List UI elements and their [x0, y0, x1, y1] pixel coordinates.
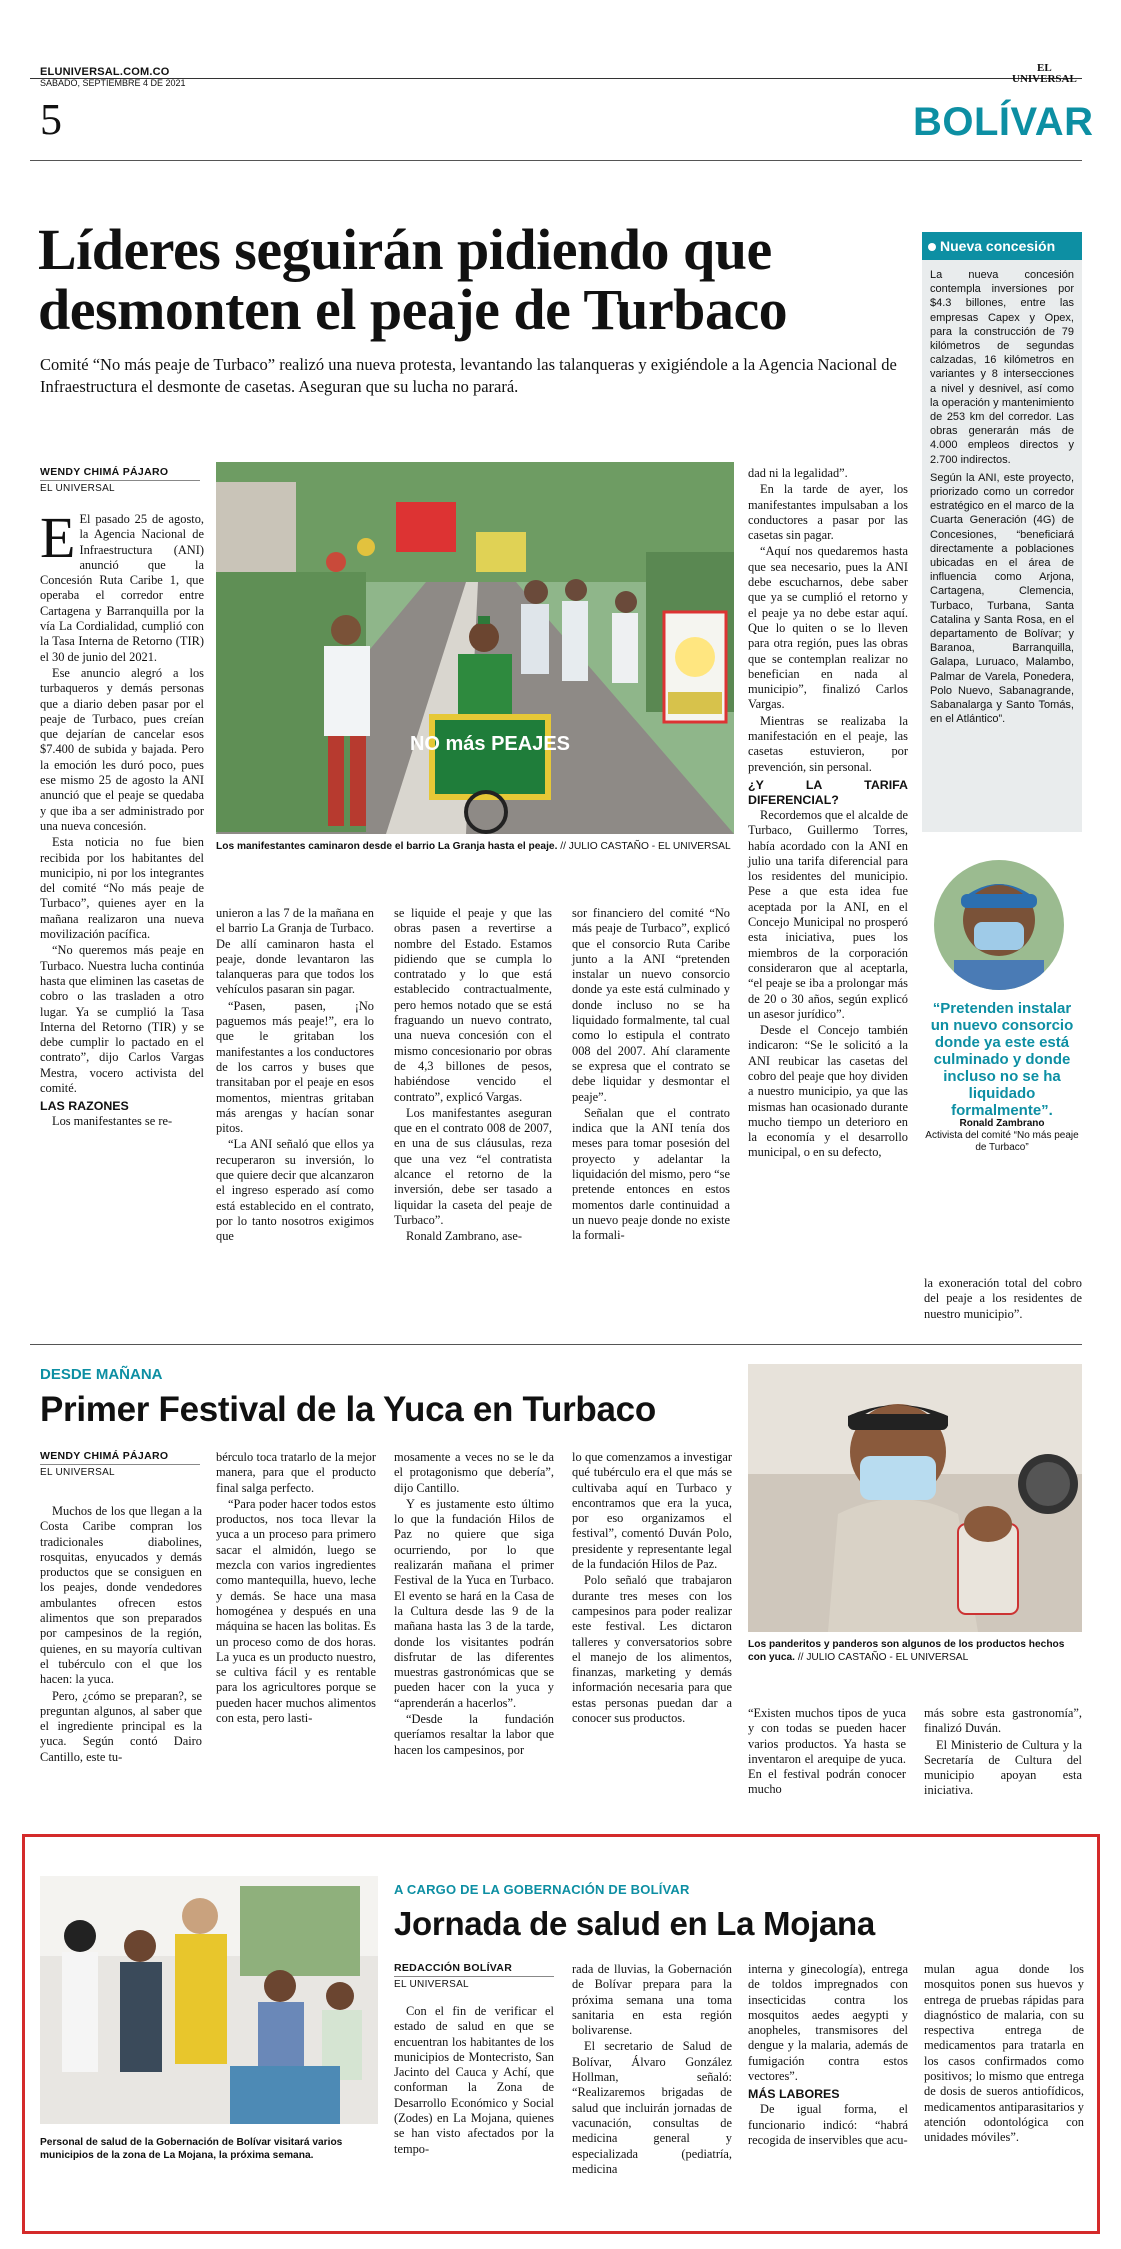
bullet-icon: [928, 243, 936, 251]
sidebar-text: La nueva concesión contempla inversiones por $4.3 billones, entre las empresas Capex y Opex, para la construcción de 79 kilómetros de segundas calzadas, 16 kilómetros en variantes y 8 intersecciones a nivel y desnivel, así como la operación y mantenimiento de 253 km del corredor. Las obras generarán más de 4.000 empleos directos y 2.700 indirectos. Según la ANI, este proyecto, priorizado como un corredor estratégico en el marco de la Cuarta Generación (4G) de Concesiones, “beneficiará directamente a poblaciones ubicadas en el área de influencia como Arjona, Cartagena, Clemencia, Turbaco, Turbana, Santa Catalina y Santa Rosa, en el departamento de Bolívar; y Baranoa, Barranquilla, Galapa, Luruaco, Malambo, Palmar de Varela, Ponedera, Polo Nuevo, Sabanagrande, Sabanalarga y Santo Tomás, en el Atlántico”.: [930, 269, 1074, 726]
article3-headline: Jornada de salud en La Mojana: [394, 1905, 875, 1942]
article1-column-2: unieron a las 7 de la mañana en el barrio La Granja de Turbaco. De allí caminaron hasta el peaje, donde levantaron las talanqueras para que todos los vehículos pasaran sin pagar. “Pasen, pasen, ¡No paguemos más peaje!”, era lo que le gritaban los manifestantes a los conductores de los carros y buses que transitaban por el peaje en esos momentos, mientras gritaban más arengas y hacían sonar pitos. “La ANI señaló que ellos ya recuperaron su inversión, lo que quiere decir que alcanzaron el ingreso esperado así como está establecido en el contrato, por lo tanto nosotros exigimos que: [216, 906, 374, 1244]
article1-headline: Líderes seguirán pidiendo que desmonten el peaje de Turbaco: [38, 217, 788, 342]
protest-photo: [216, 462, 734, 834]
article3-kicker: A CARGO DE LA GOBERNACIÓN DE BOLÍVAR: [394, 1882, 690, 1897]
site-url: ELUNIVERSAL.COM.CO SÁBADO, SEPTIEMBRE 4 DE 2021: [40, 66, 186, 88]
article3-column-2: rada de lluvias, la Gobernación de Bolívar prepara para la próxima semana una toma sanitaria en esta región bolivarense. El secretario de Salud de Bolívar, Álvaro González Hollman, señaló: “Realizaremos brigadas de salud que incluirán jornadas de vacunación, consultas de medicina general y especializada (pediatría, medicina: [572, 1962, 732, 2176]
issue-date: SÁBADO, SEPTIEMBRE 4 DE 2021: [40, 78, 186, 88]
quote-attribution: Ronald Zambrano Activista del comité “No más peaje de Turbaco”: [925, 1118, 1079, 1153]
yuca-vendor-photo: [748, 1364, 1082, 1632]
article2-column-4: lo que comenzamos a investigar qué tubérculo era el que más se cultivaba aquí en Turbaco y encontramos que era la yuca, por eso organizamos el festival”, comentó Duván Polo, presidente y representante legal de la fundación Hilos de Paz. Polo señaló que trabajaron durante tres meses con los campesinos para poder realizar este festival. Les dictaron talleres y conversatorios sobre el manejo de los alimentos, finanzas, marketing y demás información necesaria para que estas personas puedan dar a conocer sus productos.: [572, 1450, 732, 1726]
article2-byline: WENDY CHIMÁ PÁJARO EL UNIVERSAL: [40, 1450, 200, 1478]
article2-column-3: mosamente a veces no se le da el protagonismo que debería”, dijo Cantillo. Y es justamente esto último lo que la fundación Hilos de Paz no quiere que siga ocurriendo, por lo que realizarán mañana el primer Festival de la Yuca en Turbaco. El evento se hará en la Casa de la Cultura desde las 9 de la mañana hasta las 3 de la tarde, donde los visitantes podrán disfrutar de las diferentes muestras gastronómicas que se pueden hacer con la yuca y “aprenderán a hacerlos”. “Desde la fundación queríamos resaltar la labor que hacen los campesinos, por: [394, 1450, 554, 1757]
article2-kicker: DESDE MAÑANA: [40, 1366, 163, 1383]
article2-column-5: “Existen muchos tipos de yuca y con todas se pueden hacer varios productos. Ya hasta se inventaron el arequipe de yuca. En el festival podrán conocer mucho: [748, 1706, 906, 1797]
zambrano-portrait: [934, 860, 1064, 990]
pull-quote: “Pretenden instalar un nuevo consorcio donde ya este está culminado y donde incluso no se ha liquidado formalmente”.: [930, 1000, 1074, 1119]
article1-dek: Comité “No más peaje de Turbaco” realizó una nueva protesta, levantando las talanqueras y exigiéndole a la Agencia Nacional de Infraestructura el desmonte de casetas. Aseguran que su lucha no parará.: [40, 355, 897, 396]
article3-byline: REDACCIÓN BOLÍVAR EL UNIVERSAL: [394, 1962, 554, 1990]
drop-cap: E: [40, 505, 76, 570]
article1-column-6: la exoneración total del cobro del peaje a los residentes de nuestro municipio”.: [924, 1276, 1082, 1321]
article1-column-1: E El pasado 25 de agosto, la Agencia Nacional de Infraestructura (ANI) anunció que la Concesión Ruta Caribe 1, que operaba el corredor entre Cartagena y Barranquilla por la vía La Cordialidad, cumplió con la Tasa Interna de Retorno (TIR) el 30 de junio del 2021. Ese anuncio alegró a los turbaqueros y demás personas que a diario deben pasar por el peaje de Turbaco, pues creían que dejarían de cancelar esos $7.400 de subida y bajada. Pero la emoción les duró poco, pues ese mismo 25 de agosto la ANI anunció que el peaje se quedaba y que iba a ser administrado por una nueva concesión. Esta noticia no fue bien recibida por los habitantes del municipio, ni por los integrantes del comité “No más peaje de Turbaco”, quienes ayer en la mañana realizaron una nueva movilización pacífica. “No queremos más peaje en Turbaco. Nuestra lucha continúa hasta que eliminen las casetas de cobro o las trasladen a otro lugar. Ya se cumplió la Tasa Interna del Retorno (TIR) y se debe cumplir lo pactado en el contrato”, dijo Carlos Vargas Mestra, vocero activista del comité. LAS RAZONES Los manifestantes se re-: [40, 505, 204, 1129]
article3-column-3: interna y ginecología), entrega de toldos impregnados con insecticidas contra los mosquitos aedes aegypti y anopheles, transmisores del dengue y la malaria, además de fumigación contra estos vectores”. MÁS LABORES De igual forma, el funcionario indicó: “habrá recogida de inservibles que acu-: [748, 1962, 908, 2147]
article3-column-4: mulan agua donde los mosquitos ponen sus huevos y entrega de pruebas rápidas para diagnóstico de malaria, con su respectiva entrega de medicamentos para tratarla en los casos confirmados como positivos; lo mismo que entrega de dosis de sueros antiofídicos, medicamentos antiparasitarios y atención odontológica con unidades móviles”.: [924, 1962, 1084, 2145]
newspaper-logo: EL UNIVERSAL: [1012, 62, 1077, 85]
article3-column-1: Con el fin de verificar el estado de salud en que se encuentran los habitantes de los municipios de Montecristo, San Jacinto del Cauca y Achí, que conforman la Zona de Desarrollo Económico y Social (Zodes) en La Mojana, quienes se han visto afectados por la tempo-: [394, 2004, 554, 2156]
article1-column-4: sor financiero del comité “No más peaje de Turbaco”, explicó que el consorcio Ruta Caribe junto a la ANI “pretenden instalar un nuevo consorcio donde ya este está culminado y donde incluso no se ha liquidado formalmente, tal cual como lo estipula el contrato 008 del 2007. Ahí claramente se expresa que el contrato se debe liquidar y desmontar el peaje”. Señalan que el contrato indica que la ANI tenía dos meses para tomar posesión del proyecto y adelantar la liquidación del mismo, pero “se pretende entonces en estos momentos darle continuidad a un nuevo peaje donde no existe la formali-: [572, 906, 730, 1243]
article1-column-5: dad ni la legalidad”. En la tarde de ayer, los manifestantes impulsaban a los conductores a pasar por las casetas sin pagar. “Aquí nos quedaremos hasta que sea necesario, pues la ANI debe escucharnos, debe saber que ya se cumplió el retorno y el peaje ya no debe estar aquí. Que lo quiten o se lo lleven para otra región, pues las obras que se contemplan realizar no benefician en nada al municipio”, finalizó Carlos Vargas. Mientras se realizaba la manifestación en el peaje, las casetas estuvieron, por prevención, sin personal. ¿Y LA TARIFA DIFERENCIAL? Recordemos que el alcalde de Turbaco, Guillermo Torres, había acordado con la ANI en julio una tarifa diferencial para los residentes del municipio. Pese a que esta idea fue aceptada por la ANI, en el Concejo Municipal no prosperó esta iniciativa, pues los miembros de la corporación consideraron que al aceptarla, “el peaje se iba a prolongar más de 20 o 30 años, según explicó un asesor jurídico”. Desde el Concejo también indicaron: “Se le solicitó a la ANI reubicar las casetas del cobro del peaje que hoy dividen a nuestro municipio, ya que las mismas han ocasionado durante mucho tiempo un deterioro en la economía y el desarrollo municipal, o en su defecto,: [748, 466, 908, 1160]
sidebar-box: [922, 232, 1082, 832]
page-number: 5: [40, 95, 62, 144]
sidebar-header: Nueva concesión: [922, 232, 1082, 260]
yuca-photo-caption: Los panderitos y panderos son algunos de los productos hechos con yuca. // JULIO CASTAÑO - EL UNIVERSAL: [748, 1639, 1065, 1663]
article2-column-2: bérculo toca tratarlo de la mejor manera, para que el producto final salga perfecto. “Para poder hacer todos estos productos, nos toca llevar la yuca a un proceso para primero sacar el almidón, luego se mezcla con varios ingredientes como mantequilla, huevo, leche y demás. Se hace una masa homogénea y después en una máquina se hacen las bolitas. Es un proceso como de dos horas. La yuca es un producto nuestro, se cultiva fácil y es rentable para los agricultores porque se pueden hacer muchos alimentos con esta, pero lasti-: [216, 1450, 376, 1726]
section-divider: [30, 1344, 1082, 1345]
protest-sign-text: NO más PEAJES: [409, 733, 571, 755]
article2-headline: Primer Festival de la Yuca en Turbaco: [40, 1390, 656, 1429]
subhead-mas-labores: MÁS LABORES: [748, 2087, 840, 2102]
article2-column-6: más sobre esta gastronomía”, finalizó Duván. El Ministerio de Cultura y la Secretaría de Cultura del municipio apoyan esta iniciativa.: [924, 1706, 1082, 1798]
article1-column-3: se liquide el peaje y que las obras pasen a revertirse a nombre del Estado. Estamos pidiendo que se cumpla lo contratado y lo que está establecido contractualmente, pero hemos notado que se está fraguando un nuevo contrato, una nueva concesión con el mismo concesionario por obras de 4,3 billones de pesos, habiéndose vencido el contrato”, explicó Vargas. Los manifestantes aseguran que en el contrato 008 de 2007, en una de sus cláusulas, reza que una vez “el contratista alcance el retorno de la inversión, debe ser tasado a liquidar la caseta del peaje de Turbaco”. Ronald Zambrano, ase-: [394, 906, 552, 1244]
subhead-tarifa: ¿Y LA TARIFA DIFERENCIAL?: [748, 777, 908, 807]
header-divider: [30, 160, 1082, 161]
health-photo-caption: Personal de salud de la Gobernación de Bolívar visitará varios municipios de la zona de La Mojana, la próxima semana.: [40, 2137, 343, 2161]
section-title: BOLÍVAR: [913, 100, 1094, 144]
masthead-rule: [30, 78, 1082, 79]
health-team-photo: [40, 1876, 378, 2124]
protest-photo-caption: Los manifestantes caminaron desde el barrio La Granja hasta el peaje. // JULIO CASTAÑO - EL UNIVERSAL: [216, 841, 731, 852]
article2-column-1: Muchos de los que llegan a la Costa Caribe compran los tradicionales diabolines, rosquitas, enyucados y demás productos que se consiguen en los peajes, donde vendedores ambulantes ofrecen estos alimentos que son preparados por campesinos de la región, quienes, en su mayoría cultivan el tubérculo con el que los hacen: la yuca. Pero, ¿cómo se preparan?, se preguntan algunos, al saber que el ingrediente principal es la yuca. Según contó Dairo Cantillo, este tu-: [40, 1504, 202, 1764]
article1-byline: WENDY CHIMÁ PÁJARO EL UNIVERSAL: [40, 466, 200, 494]
subhead-razones: LAS RAZONES: [40, 1099, 129, 1114]
